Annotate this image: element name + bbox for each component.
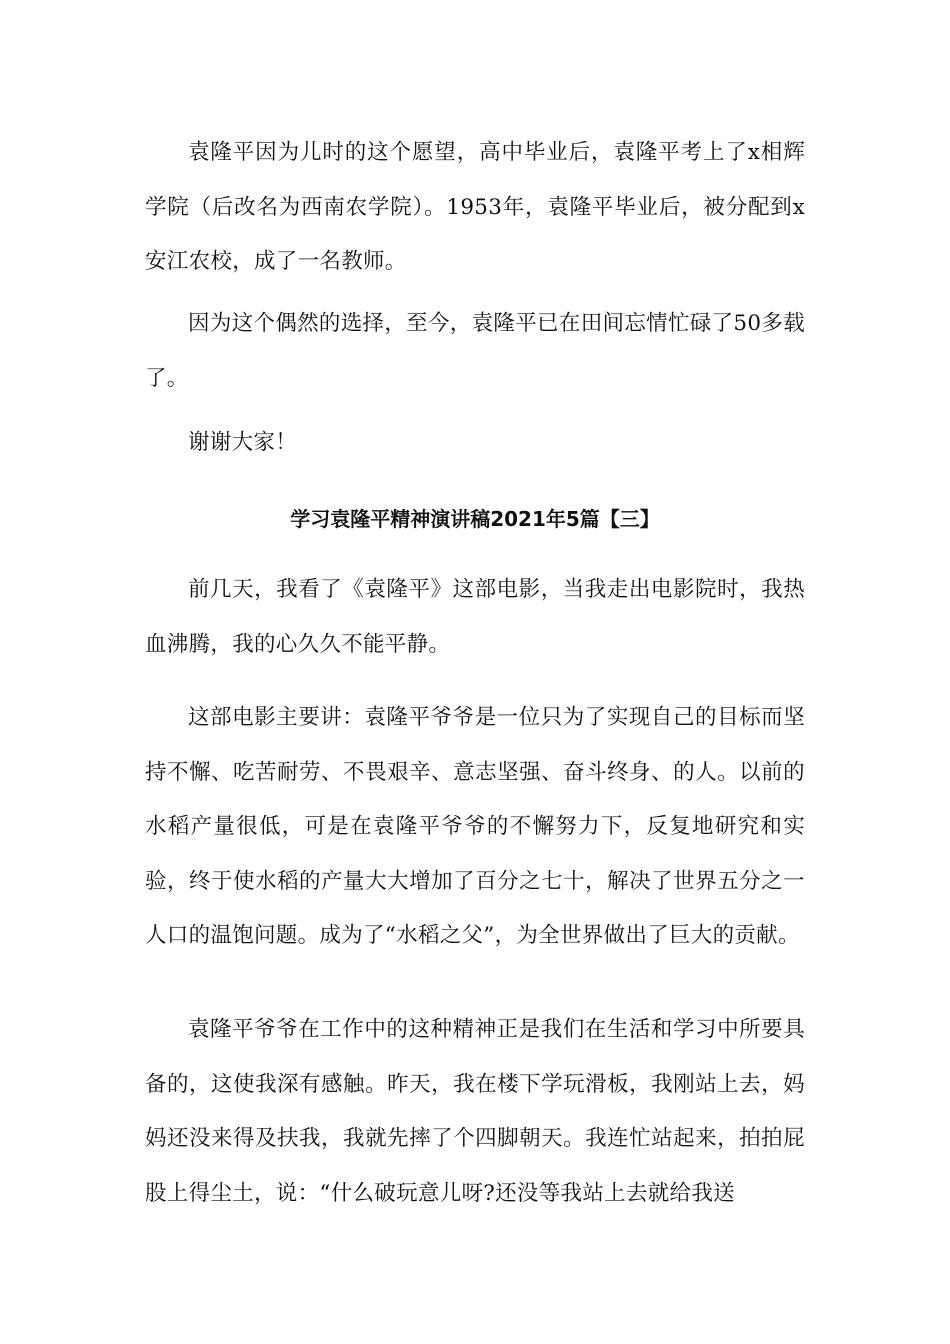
body-paragraph: 前几天，我看了《袁隆平》这部电影，当我走出电影院时，我热血沸腾，我的心久久不能平静。 [145, 577, 805, 657]
body-paragraph: 因为这个偶然的选择，至今，袁隆平已在田间忘情忙碌了50多载了。 [145, 311, 805, 391]
closing-paragraph: 谢谢大家！ [188, 430, 298, 455]
body-paragraph: 袁隆平因为儿时的这个愿望，高中毕业后，袁隆平考上了x相辉学院（后改名为西南农学院）。1953年，袁隆平毕业后，被分配到x安江农校，成了一名教师。 [145, 140, 805, 274]
body-paragraph: 袁隆平爷爷在工作中的这种精神正是我们在生活和学习中所要具备的，这使我深有感触。昨天，我在楼下学玩滑板，我刚站上去，妈妈还没来得及扶我，我就先摔了个四脚朝天。我连忙站起来，拍拍屁股上得尘土，说：“什么破玩意儿呀?还没等我站上去就给我送 [145, 1017, 805, 1206]
section-heading: 学习袁隆平精神演讲稿2021年5篇【三】 [290, 507, 660, 531]
body-paragraph: 这部电影主要讲：袁隆平爷爷是一位只为了实现自己的目标而坚持不懈、吃苦耐劳、不畏艰辛、意志坚强、奋斗终身、的人。以前的水稻产量很低，可是在袁隆平爷爷的不懈努力下，反复地研究和实验，终于使水稻的产量大大增加了百分之七十，解决了世界五分之一人口的温饱问题。成为了“水稻之父”，为全世界做出了巨大的贡献。 [145, 705, 805, 948]
